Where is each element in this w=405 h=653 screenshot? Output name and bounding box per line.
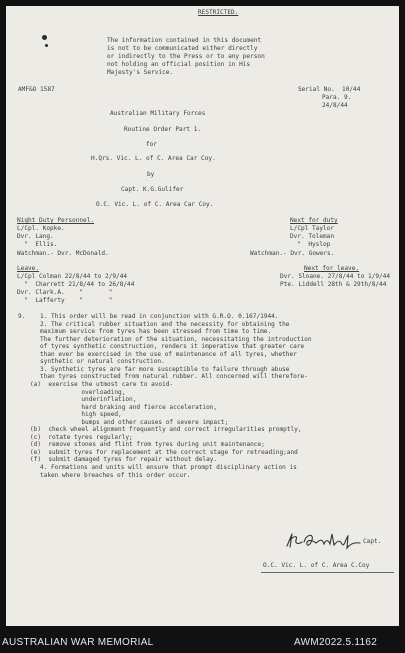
punch-hole xyxy=(45,44,48,47)
duty-row: Dvr. Lang. xyxy=(17,233,54,240)
notice-line: not holding an official position in His xyxy=(107,61,251,68)
notice-line: The information contained in this document xyxy=(107,37,262,44)
next-duty-row: Watchman.- Dvr. Gowers. xyxy=(250,250,335,257)
order-line: synthetic or natural construction. xyxy=(40,358,165,366)
order-line: (e) submit tyres for replacement at the correct stage for retreading;and xyxy=(30,448,298,456)
order-line: 4. Formations and units will ensure that prompt disciplinary action is xyxy=(40,464,297,471)
document-page xyxy=(6,6,399,626)
order-line: (b) check wheel alignment frequently and correct irregularities promptly, xyxy=(30,426,302,434)
next-duty-heading: Next for duty xyxy=(290,217,338,224)
duty-row: L/Cpl. Kopke. xyxy=(17,225,65,232)
footer-accession-number: AWM2022.5.1162 xyxy=(294,637,378,648)
order-line: 3. Synthetic tyres are far more susceptible to failure through abuse xyxy=(40,365,290,373)
duty-row: Watchman.- Dvr. McDonald. xyxy=(17,250,109,257)
order-line: bumps and other causes of severe impact; xyxy=(30,418,229,426)
next-duty-row: " Hyslop xyxy=(290,241,331,248)
title-line: Routine Order Part 1. xyxy=(124,126,202,133)
signature-graphic xyxy=(284,530,364,552)
title-line: for xyxy=(146,141,158,148)
order-line: overloading, xyxy=(30,388,126,396)
leave-heading: Leave. xyxy=(17,265,40,272)
order-line: The further deterioration of the situation, necessitating the introduction xyxy=(40,335,312,343)
order-line: hard braking and fierce acceleration, xyxy=(30,403,218,411)
next-leave-heading: Next for leave. xyxy=(304,265,360,272)
order-line: 1. This order will be read in conjunction with G.R.O. 0.167/1944. xyxy=(40,313,279,320)
order-date: 24/8/44 xyxy=(322,102,348,109)
title-line: by xyxy=(147,171,155,178)
order-number: 9. xyxy=(18,313,26,320)
order-line: taken where breaches of this order occur. xyxy=(40,471,191,479)
order-line: (d) remove stones and flint from tyres during unit maintenance; xyxy=(30,441,265,449)
order-line: maximum service from tyres has been stressed from time to time. xyxy=(40,328,272,336)
next-duty-row: Dvr. Toleman xyxy=(290,233,335,240)
duty-row: " Ellis. xyxy=(17,241,58,248)
order-line: of tyres synthetic construction, renders it imperative that greater care xyxy=(40,343,305,351)
restricted-heading: RESTRICTED. xyxy=(198,9,239,16)
signature-underline xyxy=(261,572,394,573)
next-duty-row: L/Cpl Taylor xyxy=(290,225,335,232)
duty-heading: Night Duty Personnel. xyxy=(17,217,95,224)
paragraph-ref: Para. 9. xyxy=(322,94,352,101)
order-line: high speed, xyxy=(30,411,122,419)
signature-title: O.C. Vic. L. of C. Area C.Coy xyxy=(263,562,370,569)
order-line: underinflation, xyxy=(30,396,137,404)
next-leave-row: Dvr. Sloane. 27/8/44 to 1/9/44 xyxy=(280,273,391,280)
notice-line: is not to be communicated either directly xyxy=(107,45,258,52)
order-line: (a) exercise the utmost care to avoid- xyxy=(30,380,174,388)
title-line: O.C. Vic. L. of C. Area Car Coy. xyxy=(96,201,214,208)
file-reference: AMF&O 1587 xyxy=(18,86,55,93)
signature-rank: Capt. xyxy=(363,538,382,545)
leave-row: " Charrett 21/8/44 to 26/8/44 xyxy=(17,281,135,288)
order-line: than tyres constructed from natural rubber. All concerned will therefore- xyxy=(40,373,308,381)
footer-institution: AUSTRALIAN WAR MEMORIAL xyxy=(2,637,154,648)
notice-line: or indirectly to the Press or to any person xyxy=(107,53,265,60)
leave-row: Dvr. Clark.A. " " xyxy=(17,289,113,296)
title-line: H.Qrs. Vic. L. of C. Area Car Coy. xyxy=(91,155,216,162)
serial-number: Serial No. 10/44 xyxy=(298,86,361,93)
order-line: 2. The critical rubber situation and the necessity for obtaining the xyxy=(40,320,290,328)
order-line: than ever be exercised in the use of maintenance of all tyres, whether xyxy=(40,350,297,358)
order-line: (c) rotate tyres regularly; xyxy=(30,433,133,441)
title-line: Australian Military Forces xyxy=(110,110,206,117)
punch-hole xyxy=(42,35,47,40)
leave-row: " Lafferty " " xyxy=(17,297,113,304)
title-line: Capt. K.G.Gulifer xyxy=(121,186,184,193)
next-leave-row: Pte. Liddell 28th & 29th/8/44 xyxy=(280,281,387,288)
leave-row: L/Cpl Colman 22/8/44 to 2/9/44 xyxy=(17,273,128,280)
notice-line: Majesty's Service. xyxy=(107,69,174,76)
order-line: (f) submit damaged tyres for repair without delay. xyxy=(30,456,218,464)
